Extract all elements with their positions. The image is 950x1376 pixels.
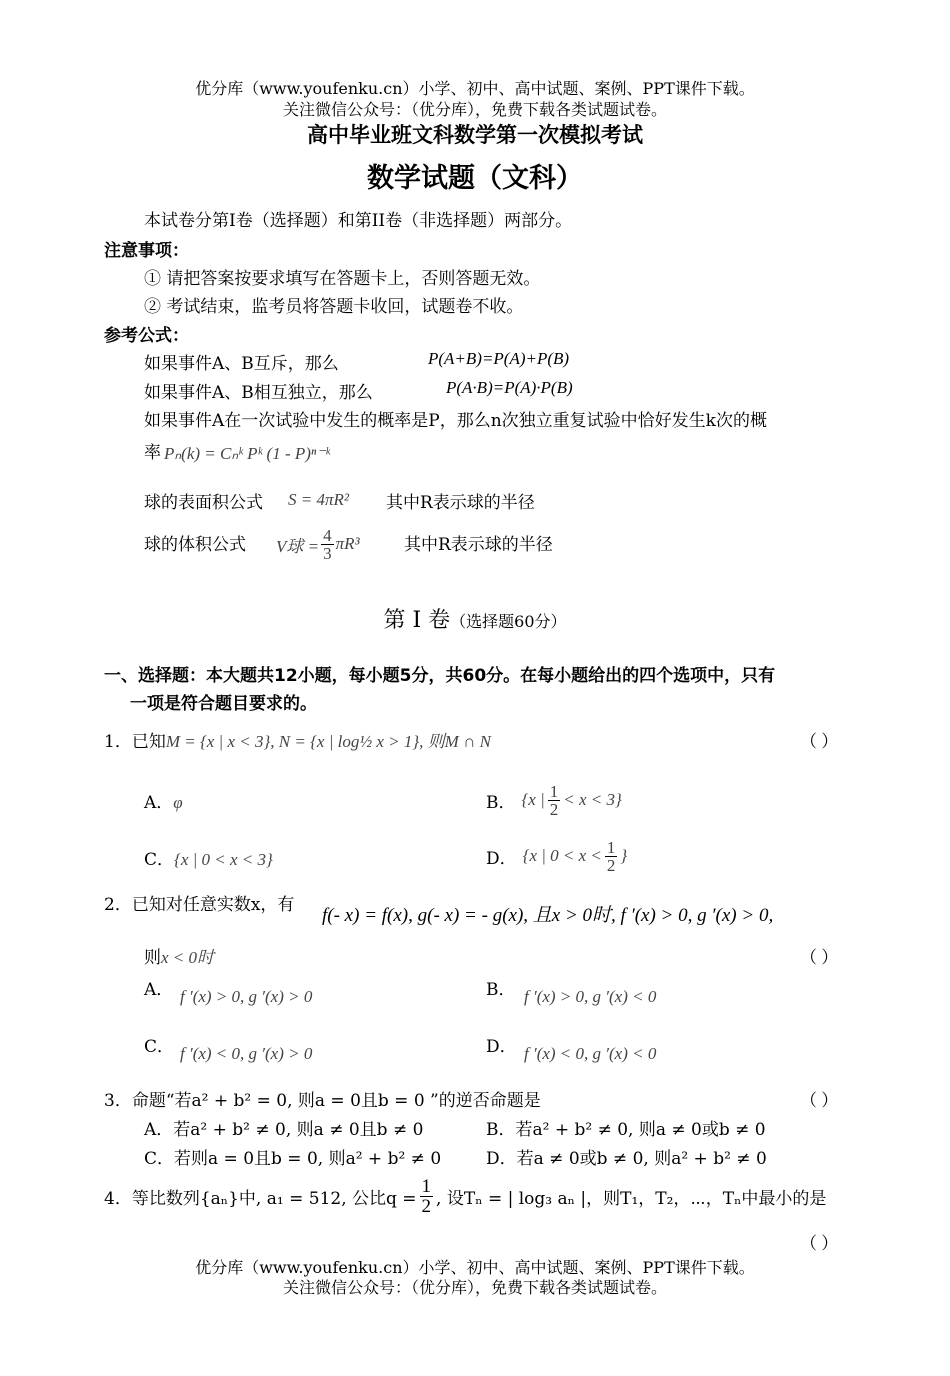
fraction-denominator: 2: [421, 1195, 432, 1217]
exam-intro: 本试卷分第I卷（选择题）和第II卷（非选择题）两部分。: [144, 211, 573, 231]
q2-option-c[interactable]: f ′(x) < 0, g ′(x) > 0: [180, 1044, 313, 1063]
instructions-line-2: 一项是符合题目要求的。: [130, 694, 317, 714]
option-math-left: {x |: [521, 790, 545, 809]
sphere-area-note: 其中R表示球的半径: [386, 493, 535, 513]
sphere-volume-math-right: πR³: [335, 534, 360, 553]
q4-stem-left: 4．等比数列{aₙ}中, a₁ = 512, 公比q =: [104, 1188, 417, 1209]
q3-answer-paren: （ ）: [800, 1091, 839, 1110]
sphere-volume-label: 球的体积公式: [144, 535, 246, 555]
notice-item-2: ② 考试结束，监考员将答题卡收回，试题卷不收。: [144, 297, 524, 317]
formula-3-text: 如果事件A在一次试验中发生的概率是P，那么n次独立重复试验中恰好发生k次的概: [144, 411, 767, 431]
q4-answer-paren: （ ）: [800, 1234, 839, 1253]
header-line-2: 关注微信公众号：（优分库），免费下载各类试题试卷。: [282, 100, 667, 119]
sphere-area-label: 球的表面积公式: [144, 493, 263, 513]
q2-cont-text: 则: [144, 948, 161, 968]
q2-stem: 2．已知对任意实数x，有: [104, 895, 295, 915]
q1-stem: [104, 727, 491, 752]
option-fraction: [605, 839, 618, 874]
exam-title: 高中毕业班文科数学第一次模拟考试: [307, 123, 643, 147]
footer-line-1: 优分库（www.youfenku.cn）小学、初中、高中试题、案例、PPT课件下载。: [195, 1258, 755, 1277]
q4-stem: [104, 1170, 826, 1222]
option-fraction: [548, 783, 561, 818]
q2-cont: [144, 943, 214, 968]
q2-option-d[interactable]: f ′(x) < 0, g ′(x) < 0: [524, 1044, 657, 1063]
option-math-left: {x | 0 < x <: [522, 846, 602, 865]
formula-1-math: P(A+B)=P(A)+P(B): [428, 349, 570, 368]
q1-stem-text: 1．已知: [104, 732, 166, 752]
formula-2-math: P(A·B)=P(A)·P(B): [446, 378, 573, 397]
sphere-volume-math: [276, 520, 360, 568]
fraction-numerator: 1: [549, 781, 559, 801]
formula-1-text: 如果事件A、B互斥，那么: [144, 354, 339, 374]
fraction-denominator: 2: [549, 799, 559, 819]
option-math: {x | 0 < x < 3}: [174, 850, 273, 869]
q2-option-b-label[interactable]: B．: [486, 980, 516, 1000]
q3-stem: 3．命题“若a² + b² = 0, 则a = 0且b = 0 ”的逆否命题是: [104, 1091, 541, 1111]
part1-subtitle: （选择题60分）: [450, 612, 567, 631]
q2-math: f(- x) = f(x), g(- x) = - g(x), 且x > 0时, f ′(x) > 0, g ′(x) > 0,: [322, 905, 774, 926]
fraction-numerator: 4: [323, 525, 332, 545]
q2-answer-paren: （ ）: [800, 948, 839, 967]
formula-3-math: Pₙ(k) = Cₙᵏ Pᵏ (1 - P)ⁿ⁻ᵏ: [164, 444, 331, 463]
option-label: A．: [144, 793, 174, 813]
formula-3-cont: 率: [144, 443, 161, 463]
fraction-numerator: 1: [606, 837, 616, 857]
instructions-line-1: 一、选择题：本大题共12小题，每小题5分，共60分。在每小题给出的四个选项中，只有: [104, 666, 776, 686]
q4-stem-right: , 设Tₙ = | log₃ aₙ |，则T₁，T₂，⋯，Tₙ中最小的是: [436, 1188, 827, 1209]
q1-answer-paren: （ ）: [800, 732, 839, 751]
q2-option-b[interactable]: f ′(x) > 0, g ′(x) < 0: [524, 987, 657, 1006]
option-math: φ: [173, 793, 183, 812]
fraction-denominator: 2: [606, 855, 616, 875]
sphere-volume-math-left: V球 =: [276, 536, 320, 556]
formulas-heading: 参考公式：: [104, 326, 189, 346]
formula-2-text: 如果事件A、B相互独立，那么: [144, 383, 373, 403]
q1-math: M = {x | x < 3}, N = {x | log½ x > 1}, 则M ∩ N: [165, 732, 491, 751]
q3-option-c[interactable]: C．若则a = 0且b = 0, 则a² + b² ≠ 0: [144, 1149, 442, 1169]
q2-option-a-label[interactable]: A．: [144, 980, 174, 1000]
sphere-area-math: S = 4πR²: [288, 490, 349, 509]
q2-option-d-label[interactable]: D．: [486, 1037, 517, 1057]
q2-option-a[interactable]: f ′(x) > 0, g ′(x) > 0: [180, 987, 313, 1006]
header-line-1: 优分库（www.youfenku.cn）小学、初中、高中试题、案例、PPT课件下载。: [195, 79, 755, 98]
option-label: D．: [486, 848, 517, 869]
q1-option-b[interactable]: [486, 776, 622, 824]
notice-heading: 注意事项：: [104, 241, 189, 261]
notice-item-1: ① 请把答案按要求填写在答题卡上，否则答题无效。: [144, 269, 541, 289]
q3-option-a[interactable]: A．若a² + b² ≠ 0, 则a ≠ 0且b ≠ 0: [144, 1120, 424, 1140]
part1-title-text: 第 I 卷: [383, 608, 451, 633]
fraction-denominator: 3: [323, 543, 332, 563]
sphere-volume-fraction: [321, 527, 334, 562]
subject-title: 数学试题（文科）: [367, 163, 583, 194]
fraction-numerator: 1: [421, 1175, 432, 1197]
q3-option-b[interactable]: B．若a² + b² ≠ 0, 则a ≠ 0或b ≠ 0: [486, 1120, 766, 1140]
q3-option-d[interactable]: D．若a ≠ 0或b ≠ 0, 则a² + b² ≠ 0: [486, 1149, 767, 1169]
option-math-right: }: [620, 846, 628, 865]
q2-cont-math: x < 0时: [161, 948, 215, 967]
q1-option-a[interactable]: [144, 788, 183, 813]
option-label: B．: [486, 792, 516, 813]
option-math-right: < x < 3}: [563, 790, 622, 809]
q2-option-c-label[interactable]: C．: [144, 1037, 175, 1057]
q1-option-d[interactable]: [486, 832, 627, 880]
q4-fraction: [420, 1177, 434, 1216]
footer-line-2: 关注微信公众号：（优分库），免费下载各类试题试卷。: [282, 1278, 667, 1297]
part1-title: [0, 603, 950, 634]
q1-option-c[interactable]: [144, 845, 273, 870]
sphere-volume-note: 其中R表示球的半径: [404, 535, 553, 555]
option-label: C．: [144, 850, 175, 870]
